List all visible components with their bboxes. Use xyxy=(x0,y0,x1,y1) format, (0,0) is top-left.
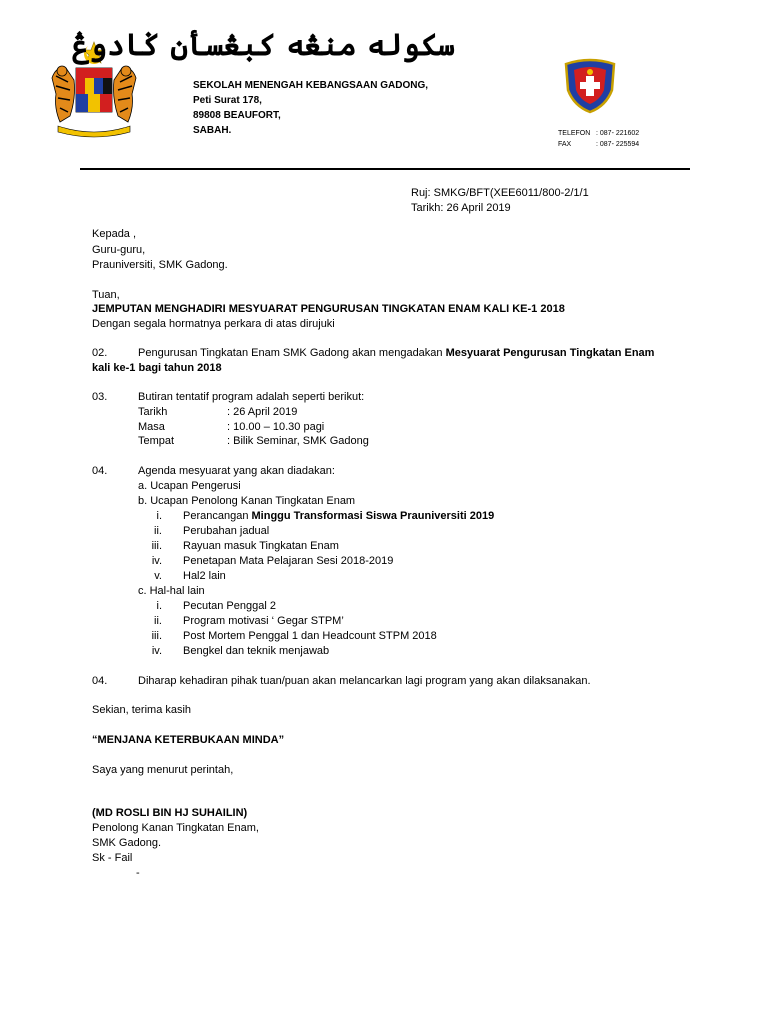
obey-line: Saya yang menurut perintah, xyxy=(92,764,234,776)
agenda-b-item-1-plain: Perancangan xyxy=(183,510,252,522)
phone-value: : 087- 221602 xyxy=(596,130,640,137)
agenda-item-c: c. Hal-hal lain xyxy=(138,585,205,597)
agenda-c-num-1: i. xyxy=(156,600,162,612)
detail-label-venue: Tempat xyxy=(138,435,175,447)
school-badge-logo xyxy=(560,56,620,114)
agenda-b-item-4: Penetapan Mata Pelajaran Sesi 2018-2019 xyxy=(183,555,394,567)
agenda-b-item-5: Hal2 lain xyxy=(183,570,226,582)
para-02-continuation: kali ke-1 bagi tahun 2018 xyxy=(92,362,222,374)
recipient-line-2: Guru-guru, xyxy=(92,244,146,256)
agenda-b-item-3: Rayuan masuk Tingkatan Enam xyxy=(183,540,339,552)
contact-info xyxy=(558,128,639,150)
signatory-title: Penolong Kanan Tingkatan Enam, xyxy=(92,822,259,834)
recipient-line-1: Kepada , xyxy=(92,228,137,240)
agenda-c-item-1: Pecutan Penggal 2 xyxy=(183,600,276,612)
detail-value-venue: : Bilik Seminar, SMK Gadong xyxy=(227,435,369,447)
agenda-c-num-4: iv. xyxy=(151,645,162,657)
para-02-number: 02. xyxy=(92,347,108,359)
address-line-1: Peti Surat 178, xyxy=(193,95,262,106)
para-03-number: 03. xyxy=(92,391,108,403)
fax-label: FAX xyxy=(558,141,572,148)
cc-line: Sk - Fail xyxy=(92,852,133,864)
closing-line: Sekian, terima kasih xyxy=(92,704,192,716)
detail-value-date: : 26 April 2019 xyxy=(227,406,298,418)
agenda-b-num-4: iv. xyxy=(151,555,162,567)
detail-value-time: : 10.00 – 10.30 pagi xyxy=(227,421,325,433)
para-04-number: 04. xyxy=(92,465,108,477)
agenda-item-a: a. Ucapan Pengerusi xyxy=(138,480,241,492)
address-line-2: 89808 BEAUFORT, xyxy=(193,110,281,121)
signatory-name: (MD ROSLI BIN HJ SUHAILIN) xyxy=(92,807,248,819)
para-02-bold: Mesyuarat Pengurusan Tingkatan Enam xyxy=(445,347,655,359)
salutation: Tuan, xyxy=(92,289,120,301)
detail-label-time: Masa xyxy=(138,421,165,433)
address-line-3: SABAH. xyxy=(193,125,232,136)
agenda-b-num-3: iii. xyxy=(151,540,162,552)
para-03-text: Butiran tentatif program adalah seperti berikut: xyxy=(138,391,365,403)
para-02-text xyxy=(138,346,654,360)
agenda-b-item-1-bold: Minggu Transformasi Siswa Prauniversiti 2019 xyxy=(251,510,495,522)
header-divider xyxy=(80,168,690,170)
agenda-b-num-5: v. xyxy=(154,570,162,582)
agenda-c-item-4: Bengkel dan teknik menjawab xyxy=(183,645,330,657)
school-name: SEKOLAH MENENGAH KEBANGSAAN GADONG, xyxy=(193,80,429,91)
agenda-c-num-2: ii. xyxy=(154,615,162,627)
subject-line: JEMPUTAN MENGHADIRI MESYUARAT PENGURUSAN TINGKATAN ENAM KALI KE-1 2018 xyxy=(92,303,565,315)
recipient-line-3: Prauniversiti, SMK Gadong. xyxy=(92,259,228,271)
agenda-b-item-1 xyxy=(183,509,494,523)
para-05-number: 04. xyxy=(92,675,108,687)
agenda-c-item-2: Program motivasi ‘ Gegar STPM’ xyxy=(183,615,344,627)
agenda-b-num-1: i. xyxy=(156,510,162,522)
para-04-text: Agenda mesyuarat yang akan diadakan: xyxy=(138,465,335,477)
reference-number: Ruj: SMKG/BFT(XEE6011/800-2/1/1 xyxy=(411,187,589,199)
agenda-item-b: b. Ucapan Penolong Kanan Tingkatan Enam xyxy=(138,495,356,507)
agenda-c-item-3: Post Mortem Penggal 1 dan Headcount STPM 2018 xyxy=(183,630,437,642)
school-name-jawi: سکوله منڠه کبڠسأن ݢادوڠ xyxy=(72,28,455,63)
agenda-c-num-3: iii. xyxy=(151,630,162,642)
intro-line: Dengan segala hormatnya perkara di atas dirujuki xyxy=(92,318,335,330)
detail-label-date: Tarikh xyxy=(138,406,168,418)
agenda-b-item-2: Perubahan jadual xyxy=(183,525,270,537)
cc-dash: - xyxy=(136,867,140,879)
fax-value: : 087- 225594 xyxy=(596,141,640,148)
signatory-org: SMK Gadong. xyxy=(92,837,162,849)
para-05-text: Diharap kehadiran pihak tuan/puan akan melancarkan lagi program yang akan dilaksanakan. xyxy=(138,675,591,687)
agenda-b-num-2: ii. xyxy=(154,525,162,537)
letter-date: Tarikh: 26 April 2019 xyxy=(411,202,511,214)
motto: “MENJANA KETERBUKAAN MINDA” xyxy=(92,734,285,746)
phone-label: TELEFON xyxy=(558,130,591,137)
para-02-plain: Pengurusan Tingkatan Enam SMK Gadong akan mengadakan xyxy=(138,347,446,359)
school-address xyxy=(193,78,428,138)
